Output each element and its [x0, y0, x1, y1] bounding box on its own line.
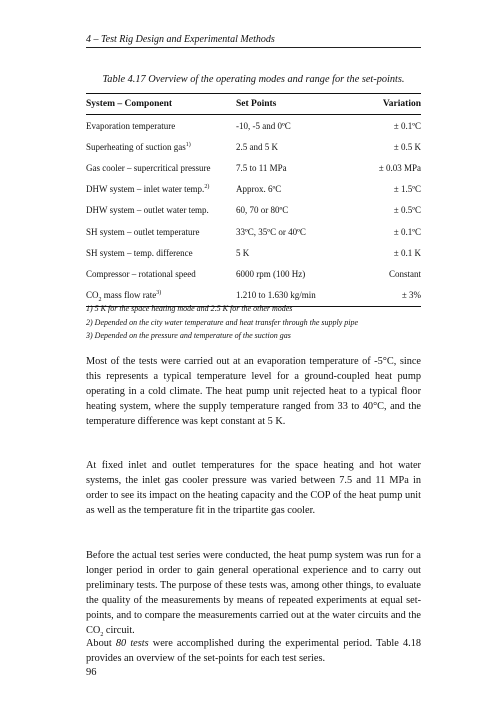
table-row	[86, 179, 421, 200]
running-header: 4 – Test Rig Design and Experimental Methods	[86, 34, 421, 48]
cell-variation: ± 3%	[348, 285, 421, 307]
table-row	[86, 115, 421, 137]
table-row	[86, 136, 421, 157]
cell-set-points: 33ºC, 35ºC or 40ºC	[236, 226, 306, 237]
cell-variation: ± 0.1 K	[393, 247, 421, 258]
cell-set-points: 60, 70 or 80ºC	[236, 205, 289, 216]
cell-component: Superheating of suction gas$^{1)}$	[86, 141, 191, 152]
cell-component: $CO_2$ mass flow rate$^{3)}$	[86, 285, 236, 307]
table-footnotes	[86, 302, 421, 343]
setpoint-table	[86, 93, 421, 307]
cell-variation: ± 0.1ºC	[393, 226, 421, 237]
paragraph: At fixed inlet and outlet temperatures for the space heating and hot water systems, the inlet gas cooler pressure was varied between 7.5 and 11 MPa in order to see its impact on the heating capacity and the COP of the heat pump unit as well as the temperature fit in the tripartite gas cooler.	[86, 460, 421, 516]
table-row	[86, 157, 421, 178]
paragraph: Before the actual test series were conducted, the heat pump system was run for a longer period in order to gain general operational experience and to carry out preliminary tests. The purpose of these tests was, among other things, to evaluate the quality of the measurements by means of repeated experiments at equal set-points, and to compare the measurements carried out at the water circuits and the $CO_2$ circuit.	[86, 550, 421, 639]
cell-set-points: 7.5 to 11 MPa	[236, 162, 287, 173]
subscript: 2	[100, 632, 104, 639]
cell-set-points: 1.210 to 1.630 kg/min	[236, 285, 348, 307]
table-caption: Table 4.17 Overview of the operating modes and range for the set-points.	[102, 74, 405, 85]
header-set-points: Set Points	[236, 94, 348, 115]
footnote: 2) Depended on the city water temperature and heat transfer through the supply pipe	[86, 317, 359, 327]
footnote-marker: 2)	[204, 184, 210, 191]
header-variation: Variation	[348, 94, 421, 115]
table-row	[86, 221, 421, 242]
footnote: 1) 5 K for the space heating mode and 2.5 K for the other modes	[86, 304, 293, 313]
cell-component: Evaporation temperature	[86, 120, 176, 131]
cell-set-points: 2.5 and 5 K	[236, 141, 278, 152]
cell-component: DHW system – inlet water temp.$^{2)}$	[86, 184, 210, 195]
table-header-row	[86, 94, 421, 115]
cell-component: DHW system – outlet water temp.	[86, 205, 209, 216]
page-number: 96	[86, 667, 97, 678]
cell-component: SH system – outlet temperature	[86, 226, 200, 237]
cell-component: Compressor – rotational speed	[86, 268, 196, 279]
cell-set-points: 6000 rpm (100 Hz)	[236, 268, 306, 279]
subscript: 2	[98, 296, 102, 303]
header-component: System – Component	[86, 94, 236, 115]
cell-variation: ± 0.1ºC	[393, 120, 421, 131]
table-row	[86, 242, 421, 263]
emphasis: 80 tests	[115, 638, 149, 649]
cell-component: SH system – temp. difference	[86, 247, 193, 258]
footnote-marker: 1)	[185, 141, 191, 148]
cell-variation: ± 0.03 MPa	[378, 162, 421, 173]
paragraph: About 80 tests were accomplished during the experimental period. Table 4.18 provides an overview of the set-points for each test series.	[86, 638, 421, 664]
cell-set-points: Approx. 6ºC	[236, 184, 282, 195]
cell-variation: ± 0.5 K	[393, 141, 421, 152]
cell-variation: ± 0.5ºC	[393, 205, 421, 216]
footnote-marker: 3)	[156, 290, 162, 297]
cell-component: Gas cooler – supercritical pressure	[86, 162, 211, 173]
paragraph: Most of the tests were carried out at an evaporation temperature of -5°C, since this represents a typical temperature level for a ground-coupled heat pump operating in a cold climate. The heat pump unit rejected heat to a typical floor heating system, where the supply temperature ranged from 33 to 40°C, and the temperature difference was kept constant at 5 K.	[86, 356, 421, 427]
footnote: 3) Depended on the pressure and temperature of the suction gas	[86, 331, 291, 340]
cell-set-points: -10, -5 and 0ºC	[236, 120, 291, 131]
table-row	[86, 263, 421, 284]
cell-variation: Constant	[388, 268, 421, 279]
cell-set-points: 5 K	[236, 247, 250, 258]
cell-variation: ± 1.5ºC	[393, 184, 421, 195]
table-row	[86, 200, 421, 221]
